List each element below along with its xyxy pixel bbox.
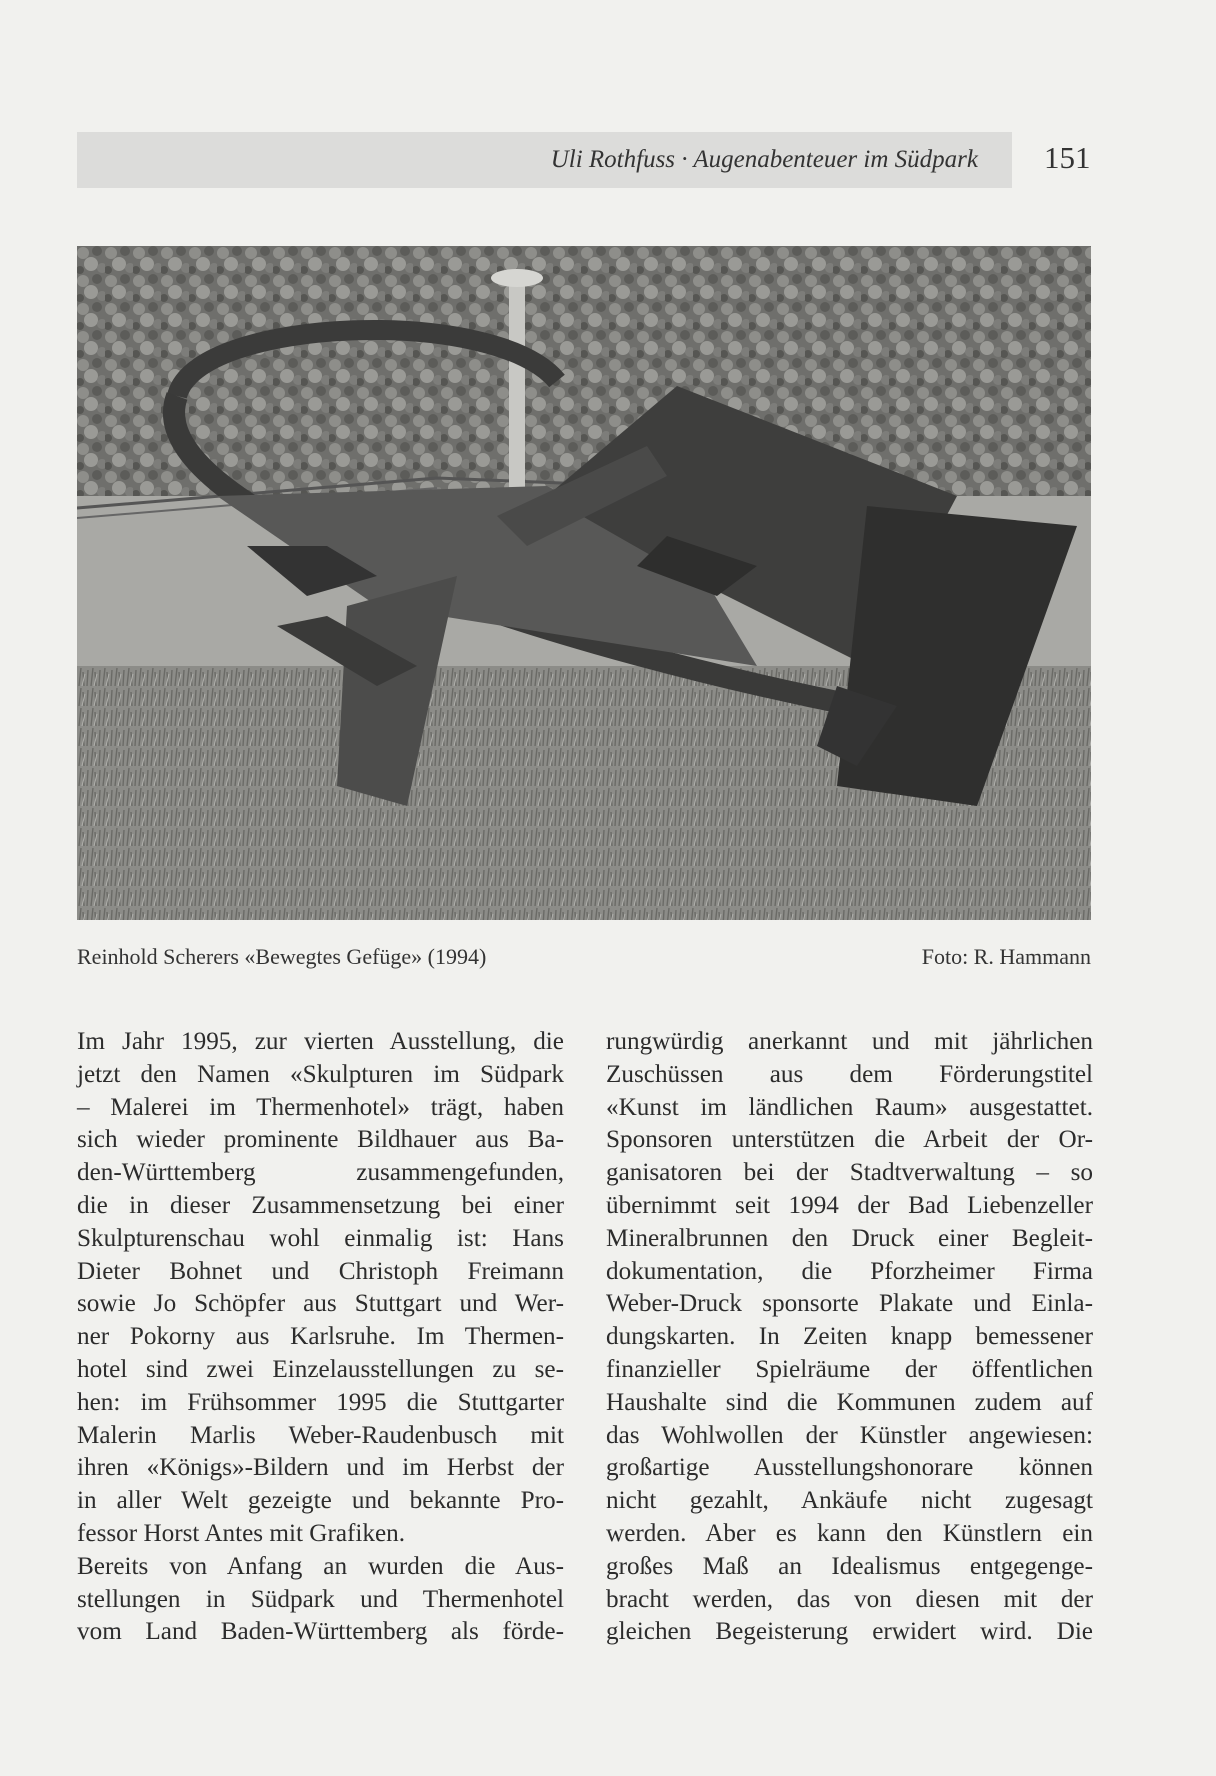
sculpture-photo <box>77 246 1091 920</box>
text-line: hen: im Frühsommer 1995 die Stuttgarter <box>77 1388 564 1416</box>
text-line: ihren «Königs»-Bildern und im Herbst der <box>77 1454 564 1482</box>
running-head: Uli Rothfuss · Augenabenteuer im Südpark <box>550 146 978 173</box>
text-line: werden. Aber es kann den Künstlern ein <box>606 1519 1093 1547</box>
text-line: gleichen Begeisterung erwidert wird. Die <box>606 1618 1093 1646</box>
text-line: sowie Jo Schöpfer aus Stuttgart und Wer- <box>77 1290 564 1318</box>
text-line: die in dieser Zusammensetzung bei einer <box>77 1191 564 1219</box>
figure-caption: Reinhold Scherers «Bewegtes Gefüge» (1994) <box>77 944 487 969</box>
text-line: Sponsoren unterstützen die Arbeit der Or- <box>606 1126 1093 1154</box>
text-line: stellungen in Südpark und Thermenhotel <box>77 1585 564 1613</box>
text-line: Malerin Marlis Weber-Raudenbusch mit <box>77 1421 564 1449</box>
text-line: Haushalte sind die Kommunen zudem auf <box>606 1388 1093 1416</box>
text-line: jetzt den Namen «Skulpturen im Südpark <box>77 1060 564 1088</box>
text-line: Zuschüssen aus dem Förderungstitel <box>606 1060 1093 1088</box>
text-line: Bereits von Anfang an wurden die Aus- <box>77 1552 564 1580</box>
text-line: ner Pokorny aus Karlsruhe. Im Thermen- <box>77 1323 564 1351</box>
text-line: in aller Welt gezeigte und bekannte Pro- <box>77 1487 564 1515</box>
text-line: Weber-Druck sponsorte Plakate und Einla- <box>606 1290 1093 1318</box>
text-line: dungskarten. In Zeiten knapp bemessener <box>606 1323 1093 1351</box>
text-line: Im Jahr 1995, zur vierten Ausstellung, die <box>77 1028 564 1055</box>
text-line: den-Württemberg zusammengefunden, <box>77 1159 564 1187</box>
text-line: großartige Ausstellungshonorare können <box>606 1454 1093 1482</box>
text-line: Mineralbrunnen den Druck einer Begleit- <box>606 1224 1093 1252</box>
text-line: sich wieder prominente Bildhauer aus Ba- <box>77 1126 564 1154</box>
text-line: rungwürdig anerkannt und mit jährlichen <box>606 1028 1093 1055</box>
text-line: das Wohlwollen der Künstler angewiesen: <box>606 1421 1093 1449</box>
text-line: Dieter Bohnet und Christoph Freimann <box>77 1257 564 1285</box>
photo-credit: Foto: R. Hammann <box>921 944 1091 969</box>
text-line: «Kunst im ländlichen Raum» ausgestattet. <box>606 1093 1093 1121</box>
text-line: dokumentation, die Pforzheimer Firma <box>606 1257 1093 1285</box>
page-number: 151 <box>1044 140 1091 175</box>
text-line: Skulpturenschau wohl einmalig ist: Hans <box>77 1224 564 1252</box>
text-line: bracht werden, das von diesen mit der <box>606 1585 1093 1613</box>
text-line: – Malerei im Thermenhotel» trägt, haben <box>77 1093 564 1121</box>
text-line: hotel sind zwei Einzelausstellungen zu se- <box>77 1355 564 1383</box>
text-line: nicht gezahlt, Ankäufe nicht zugesagt <box>606 1487 1093 1515</box>
text-line: fessor Horst Antes mit Grafiken. <box>77 1519 406 1547</box>
text-column-left <box>77 1026 564 1649</box>
text-line: großes Maß an Idealismus entgegenge- <box>606 1552 1093 1580</box>
text-column-right <box>606 1026 1093 1649</box>
text-line: vom Land Baden-Württemberg als förde- <box>77 1618 564 1646</box>
sculpture-photo-graphic <box>77 246 1091 920</box>
text-line: übernimmt seit 1994 der Bad Liebenzeller <box>606 1191 1093 1219</box>
text-line: ganisatoren bei der Stadtverwaltung – so <box>606 1159 1093 1187</box>
text-line: finanzieller Spielräume der öffentlichen <box>606 1355 1093 1383</box>
